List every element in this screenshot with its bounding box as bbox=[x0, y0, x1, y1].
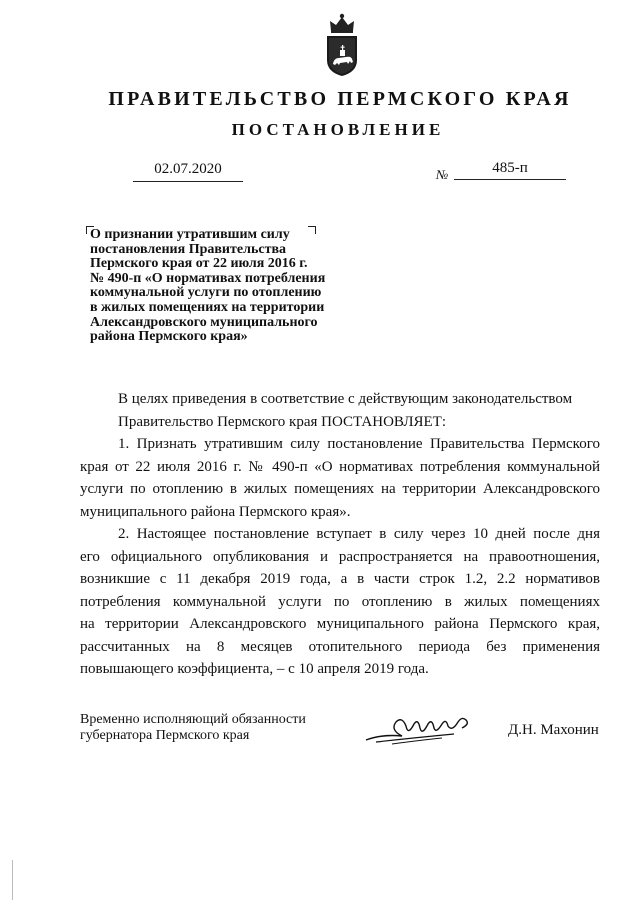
document-number: 485-п bbox=[492, 160, 528, 176]
document-date: 02.07.2020 bbox=[154, 161, 222, 177]
preamble bbox=[80, 388, 600, 433]
text-line: 1. Признать утратившим силу постановление Правительства Пермского bbox=[118, 436, 600, 452]
text-line: повышающего коэффициента, – с 10 апреля 2019 года. bbox=[80, 661, 429, 677]
text-line: услуги по отоплению в жилых помещениях на территории Александровского bbox=[80, 481, 600, 497]
text-line: 2. Настоящее постановление вступает в силу через 10 дней после дня bbox=[118, 526, 600, 542]
item-2 bbox=[80, 523, 600, 681]
text-line: на территории Александровского муниципального района Пермского края, bbox=[80, 616, 600, 632]
text-line: потребления коммунальной услуги по отоплению в жилых помещениях bbox=[80, 593, 600, 610]
text-line: края от 22 июля 2016 г. № 490-п «О нормативах потребления коммунальной bbox=[80, 458, 600, 475]
scan-margin-mark bbox=[12, 860, 13, 900]
number-sign: № bbox=[436, 167, 449, 182]
document-type: ПОСТАНОВЛЕНИЕ bbox=[231, 120, 445, 139]
government-title: ПРАВИТЕЛЬСТВО ПЕРМСКОГО КРАЯ bbox=[108, 88, 572, 110]
date-underline bbox=[133, 181, 243, 182]
text-line: возникшие с 11 декабря 2019 года, а в части строк 1.2, 2.2 нормативов bbox=[80, 571, 600, 587]
item-1 bbox=[80, 433, 600, 523]
document-body bbox=[80, 388, 600, 681]
text-line: рассчитанных на 8 месяцев отопительного периода без применения bbox=[80, 638, 600, 655]
text-line: муниципального района Пермского края». bbox=[80, 503, 351, 520]
number-underline bbox=[454, 179, 566, 180]
handwritten-signature-icon bbox=[362, 712, 478, 746]
signatory-name: Д.Н. Махонин bbox=[508, 722, 599, 738]
coat-of-arms-icon bbox=[322, 12, 362, 78]
text-line: В целях приведения в соответствие с действующим законодательством bbox=[118, 391, 573, 407]
document-subject: О признании утратившим силу постановления Правительства Пермского края от 22 июля 2016 г. № 490-п «О нормативах потребления коммунальной услуги по отоплению в жилых помещениях на территории Александровского муниципального района Пермского края» bbox=[90, 227, 326, 345]
signatory-title: Временно исполняющий обязанности губернатора Пермского края bbox=[80, 712, 306, 743]
text-line: Правительство Пермского края ПОСТАНОВЛЯЕТ: bbox=[118, 413, 447, 430]
text-line: его официального опубликования и распространяется на правоотношения, bbox=[80, 548, 600, 565]
